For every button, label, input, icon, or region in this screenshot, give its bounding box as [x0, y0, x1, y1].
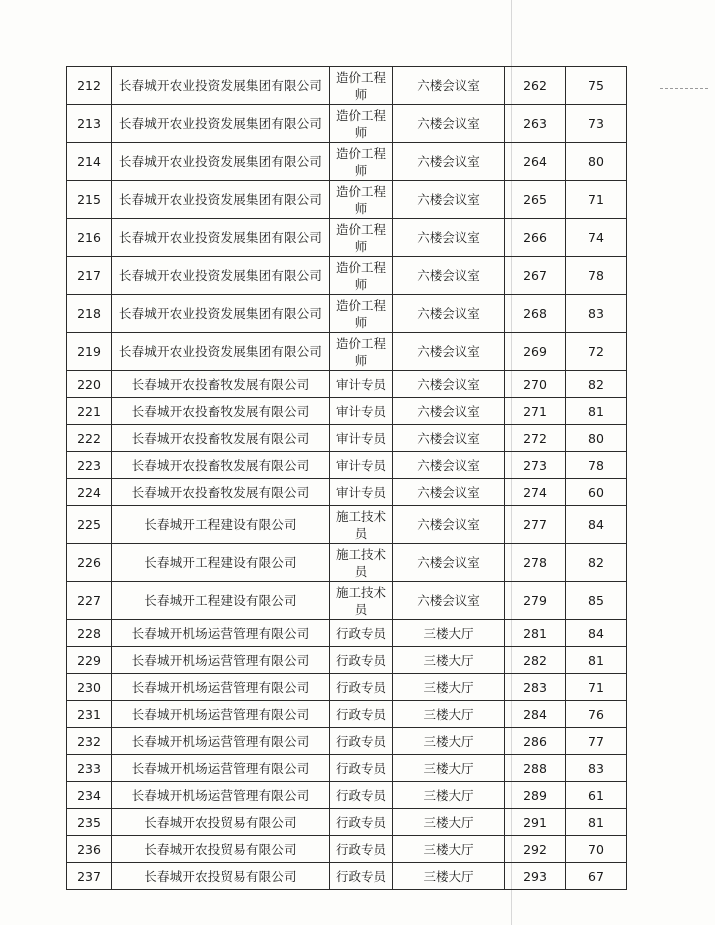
- table-row: [67, 295, 627, 333]
- score-value: 75: [566, 67, 627, 105]
- row-number: 231: [67, 701, 112, 728]
- table-row: [67, 452, 627, 479]
- row-number: 215: [67, 181, 112, 219]
- row-number: 233: [67, 755, 112, 782]
- exam-room: 六楼会议室: [393, 181, 505, 219]
- seat-number: 278: [505, 544, 566, 582]
- position-title: 行政专员: [330, 674, 393, 701]
- exam-room: 六楼会议室: [393, 425, 505, 452]
- exam-room: 三楼大厅: [393, 701, 505, 728]
- company-name: 长春城开农业投资发展集团有限公司: [112, 181, 330, 219]
- table-row: [67, 425, 627, 452]
- table-row: [67, 371, 627, 398]
- company-name: 长春城开农投贸易有限公司: [112, 836, 330, 863]
- seat-number: 263: [505, 105, 566, 143]
- seat-number: 279: [505, 582, 566, 620]
- row-number: 237: [67, 863, 112, 890]
- margin-dash-mark: [660, 88, 708, 89]
- company-name: 长春城开工程建设有限公司: [112, 582, 330, 620]
- row-number: 213: [67, 105, 112, 143]
- table-row: [67, 257, 627, 295]
- score-value: 60: [566, 479, 627, 506]
- position-title: 施工技术员: [330, 544, 393, 582]
- row-number: 234: [67, 782, 112, 809]
- row-number: 226: [67, 544, 112, 582]
- position-title: 施工技术员: [330, 582, 393, 620]
- row-number: 218: [67, 295, 112, 333]
- exam-room: 六楼会议室: [393, 257, 505, 295]
- table-row: [67, 67, 627, 105]
- exam-room: 三楼大厅: [393, 836, 505, 863]
- row-number: 219: [67, 333, 112, 371]
- position-title: 造价工程师: [330, 295, 393, 333]
- exam-room: 六楼会议室: [393, 398, 505, 425]
- position-title: 造价工程师: [330, 333, 393, 371]
- company-name: 长春城开农业投资发展集团有限公司: [112, 333, 330, 371]
- seat-number: 291: [505, 809, 566, 836]
- exam-room: 三楼大厅: [393, 728, 505, 755]
- table-row: [67, 105, 627, 143]
- score-value: 83: [566, 295, 627, 333]
- table-row: [67, 479, 627, 506]
- company-name: 长春城开农投畜牧发展有限公司: [112, 479, 330, 506]
- position-title: 造价工程师: [330, 219, 393, 257]
- exam-room: 六楼会议室: [393, 105, 505, 143]
- company-name: 长春城开农投畜牧发展有限公司: [112, 398, 330, 425]
- table-row: [67, 620, 627, 647]
- seat-number: 270: [505, 371, 566, 398]
- table-row: [67, 728, 627, 755]
- seat-number: 267: [505, 257, 566, 295]
- table-row: [67, 701, 627, 728]
- seat-number: 282: [505, 647, 566, 674]
- table-row: [67, 143, 627, 181]
- exam-room: 六楼会议室: [393, 333, 505, 371]
- company-name: 长春城开工程建设有限公司: [112, 544, 330, 582]
- row-number: 216: [67, 219, 112, 257]
- company-name: 长春城开机场运营管理有限公司: [112, 647, 330, 674]
- score-value: 71: [566, 181, 627, 219]
- company-name: 长春城开机场运营管理有限公司: [112, 782, 330, 809]
- position-title: 施工技术员: [330, 506, 393, 544]
- seat-number: 277: [505, 506, 566, 544]
- row-number: 214: [67, 143, 112, 181]
- row-number: 232: [67, 728, 112, 755]
- exam-room: 三楼大厅: [393, 782, 505, 809]
- position-title: 行政专员: [330, 620, 393, 647]
- company-name: 长春城开农业投资发展集团有限公司: [112, 295, 330, 333]
- position-title: 行政专员: [330, 755, 393, 782]
- score-value: 70: [566, 836, 627, 863]
- row-number: 220: [67, 371, 112, 398]
- table-row: [67, 674, 627, 701]
- position-title: 审计专员: [330, 425, 393, 452]
- seat-number: 268: [505, 295, 566, 333]
- exam-room: 六楼会议室: [393, 452, 505, 479]
- seat-number: 289: [505, 782, 566, 809]
- company-name: 长春城开农业投资发展集团有限公司: [112, 143, 330, 181]
- exam-room: 三楼大厅: [393, 755, 505, 782]
- seat-number: 293: [505, 863, 566, 890]
- score-value: 80: [566, 143, 627, 181]
- company-name: 长春城开机场运营管理有限公司: [112, 755, 330, 782]
- exam-room: 六楼会议室: [393, 506, 505, 544]
- exam-room: 六楼会议室: [393, 544, 505, 582]
- position-title: 行政专员: [330, 647, 393, 674]
- position-title: 造价工程师: [330, 181, 393, 219]
- position-title: 审计专员: [330, 479, 393, 506]
- score-table: [66, 66, 627, 890]
- table-row: [67, 863, 627, 890]
- score-value: 67: [566, 863, 627, 890]
- company-name: 长春城开农业投资发展集团有限公司: [112, 105, 330, 143]
- row-number: 222: [67, 425, 112, 452]
- table-row: [67, 219, 627, 257]
- score-table-body: [67, 67, 627, 890]
- seat-number: 281: [505, 620, 566, 647]
- company-name: 长春城开农业投资发展集团有限公司: [112, 219, 330, 257]
- row-number: 228: [67, 620, 112, 647]
- seat-number: 271: [505, 398, 566, 425]
- table-row: [67, 836, 627, 863]
- exam-room: 六楼会议室: [393, 371, 505, 398]
- seat-number: 288: [505, 755, 566, 782]
- row-number: 229: [67, 647, 112, 674]
- table-row: [67, 582, 627, 620]
- score-value: 71: [566, 674, 627, 701]
- table-row: [67, 544, 627, 582]
- seat-number: 272: [505, 425, 566, 452]
- position-title: 审计专员: [330, 452, 393, 479]
- row-number: 223: [67, 452, 112, 479]
- exam-room: 三楼大厅: [393, 674, 505, 701]
- seat-number: 292: [505, 836, 566, 863]
- position-title: 行政专员: [330, 863, 393, 890]
- score-value: 72: [566, 333, 627, 371]
- seat-number: 266: [505, 219, 566, 257]
- score-value: 78: [566, 452, 627, 479]
- company-name: 长春城开机场运营管理有限公司: [112, 620, 330, 647]
- company-name: 长春城开农业投资发展集团有限公司: [112, 67, 330, 105]
- seat-number: 284: [505, 701, 566, 728]
- company-name: 长春城开机场运营管理有限公司: [112, 728, 330, 755]
- exam-room: 三楼大厅: [393, 809, 505, 836]
- position-title: 造价工程师: [330, 143, 393, 181]
- company-name: 长春城开农投贸易有限公司: [112, 809, 330, 836]
- table-row: [67, 398, 627, 425]
- exam-room: 六楼会议室: [393, 295, 505, 333]
- score-value: 82: [566, 544, 627, 582]
- position-title: 行政专员: [330, 728, 393, 755]
- score-value: 76: [566, 701, 627, 728]
- seat-number: 273: [505, 452, 566, 479]
- position-title: 行政专员: [330, 836, 393, 863]
- seat-number: 265: [505, 181, 566, 219]
- score-value: 78: [566, 257, 627, 295]
- row-number: 212: [67, 67, 112, 105]
- score-value: 61: [566, 782, 627, 809]
- exam-room: 六楼会议室: [393, 582, 505, 620]
- seat-number: 283: [505, 674, 566, 701]
- score-value: 81: [566, 809, 627, 836]
- score-value: 84: [566, 506, 627, 544]
- row-number: 230: [67, 674, 112, 701]
- company-name: 长春城开机场运营管理有限公司: [112, 674, 330, 701]
- exam-room: 六楼会议室: [393, 479, 505, 506]
- row-number: 236: [67, 836, 112, 863]
- exam-room: 三楼大厅: [393, 647, 505, 674]
- score-value: 84: [566, 620, 627, 647]
- exam-room: 六楼会议室: [393, 143, 505, 181]
- table-row: [67, 782, 627, 809]
- score-value: 83: [566, 755, 627, 782]
- position-title: 行政专员: [330, 782, 393, 809]
- score-value: 74: [566, 219, 627, 257]
- company-name: 长春城开农业投资发展集团有限公司: [112, 257, 330, 295]
- table-row: [67, 333, 627, 371]
- score-value: 80: [566, 425, 627, 452]
- position-title: 造价工程师: [330, 105, 393, 143]
- score-value: 81: [566, 647, 627, 674]
- score-value: 85: [566, 582, 627, 620]
- row-number: 224: [67, 479, 112, 506]
- score-value: 82: [566, 371, 627, 398]
- position-title: 审计专员: [330, 398, 393, 425]
- company-name: 长春城开农投畜牧发展有限公司: [112, 452, 330, 479]
- position-title: 审计专员: [330, 371, 393, 398]
- row-number: 217: [67, 257, 112, 295]
- position-title: 行政专员: [330, 701, 393, 728]
- score-value: 77: [566, 728, 627, 755]
- exam-room: 六楼会议室: [393, 67, 505, 105]
- exam-room: 六楼会议室: [393, 219, 505, 257]
- company-name: 长春城开农投畜牧发展有限公司: [112, 425, 330, 452]
- row-number: 235: [67, 809, 112, 836]
- table-row: [67, 755, 627, 782]
- score-value: 81: [566, 398, 627, 425]
- table-row: [67, 809, 627, 836]
- exam-room: 三楼大厅: [393, 620, 505, 647]
- table-row: [67, 647, 627, 674]
- seat-number: 264: [505, 143, 566, 181]
- exam-room: 三楼大厅: [393, 863, 505, 890]
- row-number: 225: [67, 506, 112, 544]
- position-title: 造价工程师: [330, 257, 393, 295]
- company-name: 长春城开机场运营管理有限公司: [112, 701, 330, 728]
- seat-number: 274: [505, 479, 566, 506]
- table-row: [67, 181, 627, 219]
- row-number: 221: [67, 398, 112, 425]
- seat-number: 286: [505, 728, 566, 755]
- company-name: 长春城开工程建设有限公司: [112, 506, 330, 544]
- company-name: 长春城开农投畜牧发展有限公司: [112, 371, 330, 398]
- row-number: 227: [67, 582, 112, 620]
- company-name: 长春城开农投贸易有限公司: [112, 863, 330, 890]
- seat-number: 269: [505, 333, 566, 371]
- table-row: [67, 506, 627, 544]
- score-value: 73: [566, 105, 627, 143]
- position-title: 行政专员: [330, 809, 393, 836]
- position-title: 造价工程师: [330, 67, 393, 105]
- seat-number: 262: [505, 67, 566, 105]
